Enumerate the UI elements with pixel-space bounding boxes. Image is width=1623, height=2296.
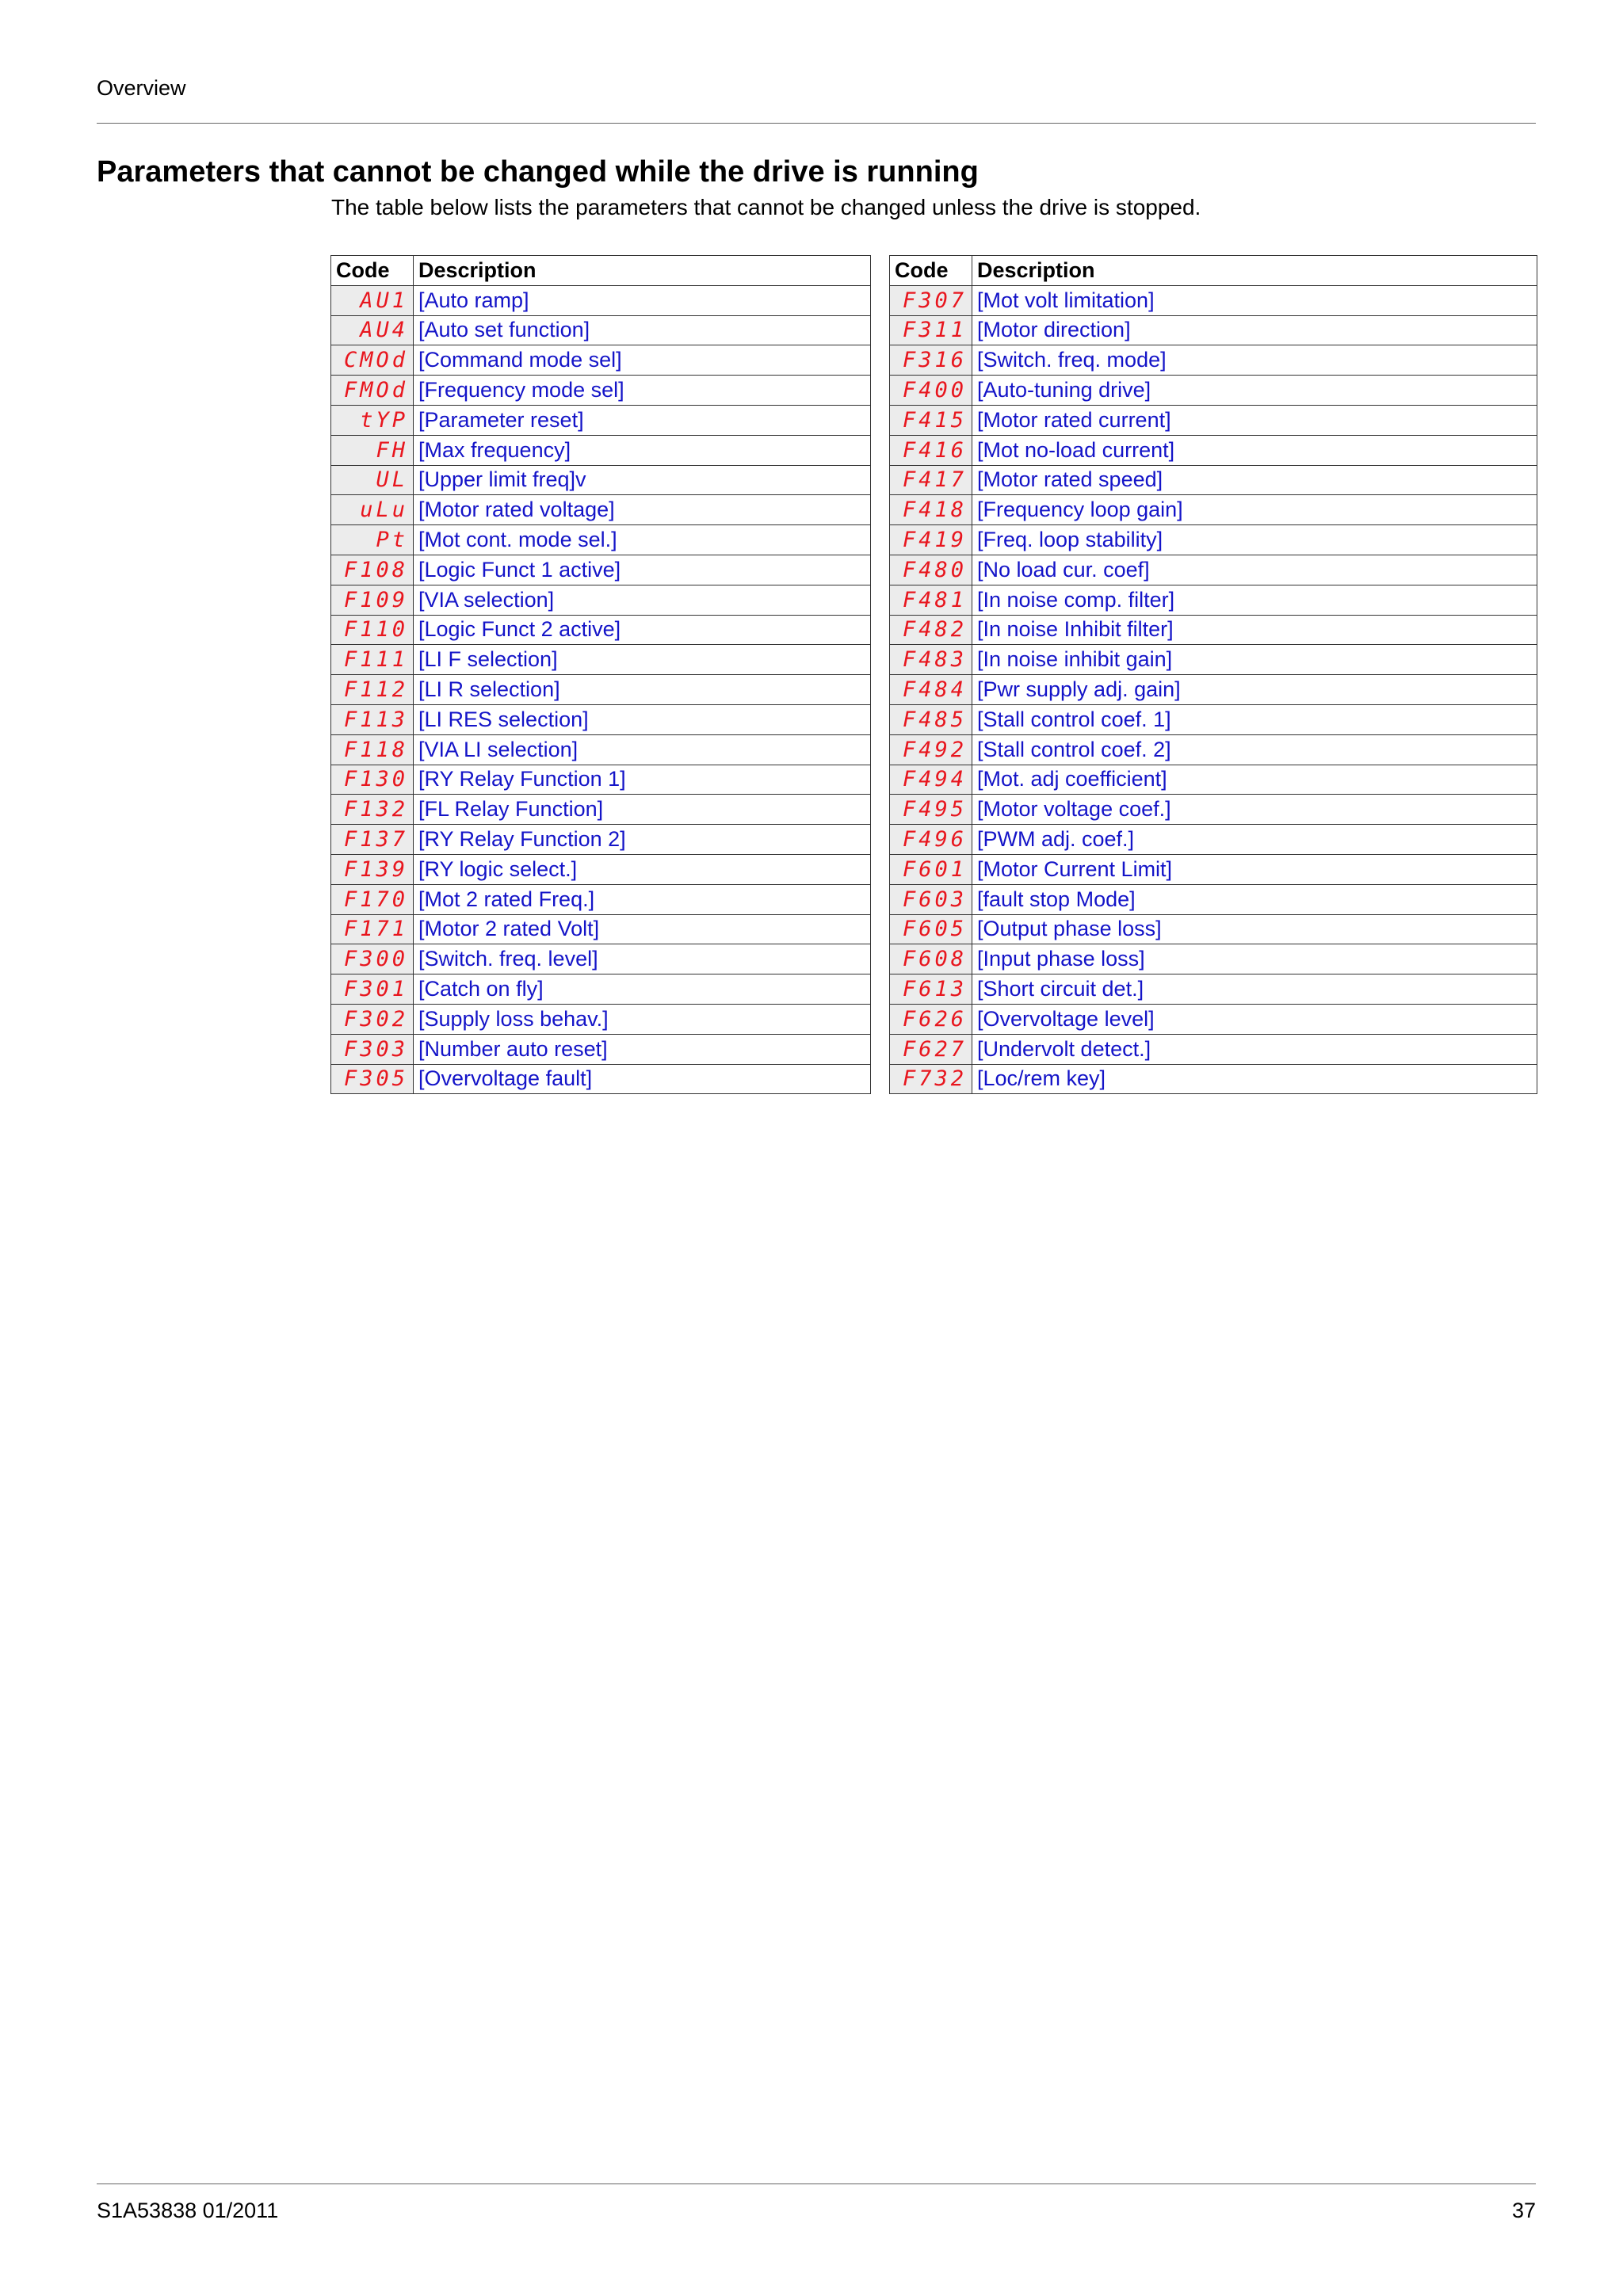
table-row: [890, 345, 1537, 376]
table-row: [890, 405, 1537, 435]
parameter-code: F400: [890, 376, 972, 406]
table-row: [331, 285, 871, 315]
table-row: [331, 734, 871, 765]
table-row: [890, 944, 1537, 974]
parameter-code: F483: [890, 645, 972, 675]
table-row: [331, 704, 871, 734]
column-header-description: Description: [414, 256, 871, 286]
table-row: [331, 435, 871, 465]
column-header-code: Code: [890, 256, 972, 286]
parameter-description-link[interactable]: [fault stop Mode]: [972, 884, 1537, 914]
table-row: [331, 585, 871, 615]
table-row: [890, 914, 1537, 944]
table-row: [890, 1034, 1537, 1064]
parameter-description-link[interactable]: [Auto-tuning drive]: [972, 376, 1537, 406]
table-row: [890, 854, 1537, 884]
parameter-code: F130: [331, 765, 414, 795]
table-row: [890, 285, 1537, 315]
page-number: 37: [1511, 2199, 1536, 2222]
intro-text: The table below lists the parameters that cannot be changed unless the drive is stopped.: [331, 195, 1201, 219]
parameter-description-link[interactable]: [Upper limit freq]v: [414, 465, 871, 495]
parameter-code: F496: [890, 825, 972, 855]
table-row: [890, 555, 1537, 585]
table-body-right: [890, 285, 1537, 1094]
parameter-description-link[interactable]: [Short circuit det.]: [972, 974, 1537, 1005]
table-row: [890, 974, 1537, 1005]
parameter-code: F626: [890, 1004, 972, 1034]
parameter-code: F415: [890, 405, 972, 435]
parameter-code: F305: [331, 1064, 414, 1094]
table-row: [890, 734, 1537, 765]
parameter-description-link[interactable]: [Logic Funct 1 active]: [414, 555, 871, 585]
parameter-description-link[interactable]: [Command mode sel]: [414, 345, 871, 376]
parameter-description-link[interactable]: [Output phase loss]: [972, 914, 1537, 944]
parameter-code: F419: [890, 525, 972, 555]
parameter-description-link[interactable]: [Pwr supply adj. gain]: [972, 675, 1537, 705]
parameter-description-link[interactable]: [Mot volt limitation]: [972, 285, 1537, 315]
parameter-code: F601: [890, 854, 972, 884]
parameter-description-link[interactable]: [In noise inhibit gain]: [972, 645, 1537, 675]
parameter-description-link[interactable]: [Switch. freq. mode]: [972, 345, 1537, 376]
parameter-code: Pt: [331, 525, 414, 555]
parameter-description-link[interactable]: [Loc/rem key]: [972, 1064, 1537, 1094]
parameter-code: FMOd: [331, 376, 414, 406]
parameter-code: F418: [890, 495, 972, 525]
parameter-code: F300: [331, 944, 414, 974]
parameter-code: F110: [331, 615, 414, 645]
table-row: [890, 645, 1537, 675]
table-row: [890, 615, 1537, 645]
parameter-code: AU4: [331, 315, 414, 345]
parameter-code: F480: [890, 555, 972, 585]
parameter-code: F112: [331, 675, 414, 705]
parameter-code: F109: [331, 585, 414, 615]
parameter-description-link[interactable]: [Frequency mode sel]: [414, 376, 871, 406]
table-row: [331, 465, 871, 495]
parameter-code: F605: [890, 914, 972, 944]
table-row: [331, 825, 871, 855]
table-row: [331, 345, 871, 376]
table-row: [890, 795, 1537, 825]
table-row: [331, 315, 871, 345]
column-header-code: Code: [331, 256, 414, 286]
table-row: [331, 1064, 871, 1094]
table-row: [890, 1064, 1537, 1094]
parameter-code: F113: [331, 704, 414, 734]
parameter-code: F732: [890, 1064, 972, 1094]
parameter-description-link[interactable]: [Motor rated current]: [972, 405, 1537, 435]
parameter-description-link[interactable]: [Motor Current Limit]: [972, 854, 1537, 884]
table-header-row: [890, 256, 1537, 286]
parameter-description-link[interactable]: [Overvoltage fault]: [414, 1064, 871, 1094]
parameter-description-link[interactable]: [Overvoltage level]: [972, 1004, 1537, 1034]
parameter-description-link[interactable]: [VIA LI selection]: [414, 734, 871, 765]
table-row: [890, 825, 1537, 855]
parameters-table-right: [889, 255, 1537, 1094]
table-row: [331, 765, 871, 795]
parameter-description-link[interactable]: [Switch. freq. level]: [414, 944, 871, 974]
parameter-code: F485: [890, 704, 972, 734]
parameter-code: F316: [890, 345, 972, 376]
table-row: [331, 405, 871, 435]
parameter-code: F118: [331, 734, 414, 765]
parameter-description-link[interactable]: [Auto ramp]: [414, 285, 871, 315]
parameter-description-link[interactable]: [Logic Funct 2 active]: [414, 615, 871, 645]
parameter-code: F492: [890, 734, 972, 765]
table-row: [331, 854, 871, 884]
parameter-description-link[interactable]: [Auto set function]: [414, 315, 871, 345]
table-row: [331, 495, 871, 525]
parameter-code: F139: [331, 854, 414, 884]
table-row: [890, 704, 1537, 734]
table-row: [890, 376, 1537, 406]
parameter-description-link[interactable]: [Mot cont. mode sel.]: [414, 525, 871, 555]
table-row: [331, 795, 871, 825]
parameter-description-link[interactable]: [Mot. adj coefficient]: [972, 765, 1537, 795]
parameter-description-link[interactable]: [Max frequency]: [414, 435, 871, 465]
parameter-code: F311: [890, 315, 972, 345]
parameter-description-link[interactable]: [LI F selection]: [414, 645, 871, 675]
parameter-description-link[interactable]: [Input phase loss]: [972, 944, 1537, 974]
parameter-description-link[interactable]: [Stall control coef. 2]: [972, 734, 1537, 765]
parameter-description-link[interactable]: [RY logic select.]: [414, 854, 871, 884]
parameters-table-left: [330, 255, 871, 1094]
parameter-description-link[interactable]: [Undervolt detect.]: [972, 1034, 1537, 1064]
parameter-code: F307: [890, 285, 972, 315]
parameter-code: F416: [890, 435, 972, 465]
parameter-description-link[interactable]: [PWM adj. coef.]: [972, 825, 1537, 855]
table-row: [331, 944, 871, 974]
parameter-code: F495: [890, 795, 972, 825]
table-row: [331, 525, 871, 555]
table-row: [331, 615, 871, 645]
parameter-code: F484: [890, 675, 972, 705]
parameter-code: UL: [331, 465, 414, 495]
document-reference: S1A53838 01/2011: [97, 2199, 279, 2222]
parameter-code: F171: [331, 914, 414, 944]
column-header-description: Description: [972, 256, 1537, 286]
parameter-description-link[interactable]: [Freq. loop stability]: [972, 525, 1537, 555]
parameter-description-link[interactable]: [LI RES selection]: [414, 704, 871, 734]
parameter-code: F132: [331, 795, 414, 825]
parameter-code: FH: [331, 435, 414, 465]
parameter-description-link[interactable]: [Motor rated speed]: [972, 465, 1537, 495]
table-row: [890, 465, 1537, 495]
parameter-description-link[interactable]: [Catch on fly]: [414, 974, 871, 1005]
table-row: [331, 645, 871, 675]
parameter-description-link[interactable]: [Number auto reset]: [414, 1034, 871, 1064]
parameter-description-link[interactable]: [Supply loss behav.]: [414, 1004, 871, 1034]
table-row: [331, 884, 871, 914]
table-row: [331, 1004, 871, 1034]
parameter-code: F494: [890, 765, 972, 795]
parameter-code: F627: [890, 1034, 972, 1064]
table-row: [890, 495, 1537, 525]
table-row: [890, 435, 1537, 465]
footer-rule: [97, 2183, 1536, 2184]
parameter-code: uLu: [331, 495, 414, 525]
parameter-code: F608: [890, 944, 972, 974]
parameter-code: CMOd: [331, 345, 414, 376]
parameter-code: F417: [890, 465, 972, 495]
table-row: [890, 675, 1537, 705]
parameter-description-link[interactable]: [In noise comp. filter]: [972, 585, 1537, 615]
parameter-description-link[interactable]: [Motor voltage coef.]: [972, 795, 1537, 825]
parameter-code: F303: [331, 1034, 414, 1064]
parameter-description-link[interactable]: [Parameter reset]: [414, 405, 871, 435]
parameter-code: F613: [890, 974, 972, 1005]
parameter-code: F301: [331, 974, 414, 1005]
table-row: [890, 884, 1537, 914]
parameter-description-link[interactable]: [FL Relay Function]: [414, 795, 871, 825]
parameter-description-link[interactable]: [Stall control coef. 1]: [972, 704, 1537, 734]
parameter-code: F137: [331, 825, 414, 855]
parameter-code: F111: [331, 645, 414, 675]
table-row: [890, 525, 1537, 555]
table-row: [890, 765, 1537, 795]
table-row: [331, 376, 871, 406]
parameter-code: F482: [890, 615, 972, 645]
parameter-description-link[interactable]: [No load cur. coef]: [972, 555, 1537, 585]
header-rule: [97, 123, 1536, 124]
parameter-code: AU1: [331, 285, 414, 315]
parameter-description-link[interactable]: [LI R selection]: [414, 675, 871, 705]
parameter-description-link[interactable]: [Mot 2 rated Freq.]: [414, 884, 871, 914]
parameter-description-link[interactable]: [Mot no-load current]: [972, 435, 1537, 465]
table-row: [331, 974, 871, 1005]
table-row: [890, 315, 1537, 345]
parameter-code: F170: [331, 884, 414, 914]
parameter-description-link[interactable]: [Motor 2 rated Volt]: [414, 914, 871, 944]
running-header: Overview: [97, 76, 186, 100]
table-row: [331, 914, 871, 944]
table-header-row: [331, 256, 871, 286]
parameter-description-link[interactable]: [RY Relay Function 2]: [414, 825, 871, 855]
parameter-description-link[interactable]: [Motor rated voltage]: [414, 495, 871, 525]
parameter-description-link[interactable]: [Frequency loop gain]: [972, 495, 1537, 525]
table-row: [331, 675, 871, 705]
section-title: Parameters that cannot be changed while the drive is running: [97, 155, 979, 189]
parameter-code: F302: [331, 1004, 414, 1034]
table-row: [890, 585, 1537, 615]
parameter-description-link[interactable]: [In noise Inhibit filter]: [972, 615, 1537, 645]
table-row: [331, 1034, 871, 1064]
table-row: [890, 1004, 1537, 1034]
parameter-description-link[interactable]: [Motor direction]: [972, 315, 1537, 345]
parameter-code: F603: [890, 884, 972, 914]
parameter-code: F108: [331, 555, 414, 585]
parameter-code: tYP: [331, 405, 414, 435]
table-body-left: [331, 285, 871, 1094]
table-row: [331, 555, 871, 585]
parameter-code: F481: [890, 585, 972, 615]
parameter-description-link[interactable]: [VIA selection]: [414, 585, 871, 615]
parameter-description-link[interactable]: [RY Relay Function 1]: [414, 765, 871, 795]
